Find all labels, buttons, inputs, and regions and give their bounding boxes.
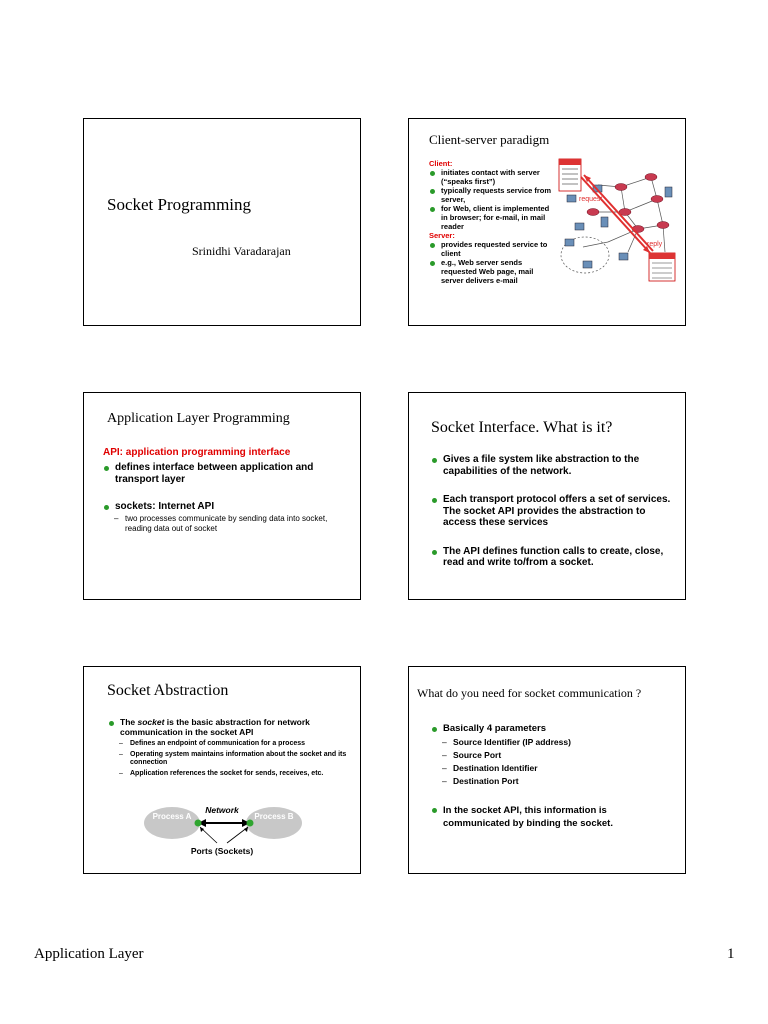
- slide-title: Application Layer Programming: [107, 411, 290, 426]
- list-item: initiates contact with server (“speaks first”): [429, 168, 557, 186]
- slide-title: Socket Abstraction: [107, 682, 229, 699]
- request-label: request: [579, 196, 603, 203]
- list-item: e.g., Web server sends requested Web page, mail server delivers e-mail: [429, 258, 557, 285]
- sub-item: – Destination Port: [442, 775, 676, 788]
- footer-label: Application Layer: [34, 946, 144, 962]
- slide-socket-abstraction: [83, 666, 361, 874]
- list-item: In the socket API, this information is communicated by binding the socket.: [431, 804, 676, 830]
- sub-item: – Source Identifier (IP address): [442, 736, 676, 749]
- slide-client-server: [408, 118, 686, 326]
- slide-body: [429, 159, 557, 285]
- bullet-pre: The: [120, 717, 138, 727]
- slide-title: Client-server paradigm: [429, 132, 550, 147]
- list-item: sockets: Internet API: [103, 501, 353, 514]
- sub-item: – Source Port: [442, 749, 676, 762]
- slide-body: [431, 723, 676, 830]
- sub-item: – Operating system maintains information about the socket and its connection: [119, 751, 348, 768]
- network-label: Network: [205, 805, 239, 815]
- list-item: defines interface between application and transport layer: [103, 462, 353, 487]
- list-item: The API defines function calls to create, close, read and write to/from a socket.: [431, 546, 671, 569]
- slide-title: What do you need for socket communication ?: [417, 686, 642, 700]
- ports-label: Ports (Sockets): [190, 846, 254, 856]
- server-label: Server:: [429, 231, 455, 240]
- network-diagram: [553, 157, 681, 287]
- list-item: [108, 717, 348, 737]
- socket-diagram: [142, 801, 312, 861]
- process-b-label: Process B: [254, 812, 294, 821]
- list-item: provides requested service to client: [429, 240, 557, 258]
- list-item: typically requests service from server,: [429, 186, 557, 204]
- slide-title: Socket Programming: [107, 195, 252, 214]
- page-number: 1: [727, 946, 735, 962]
- slide-socket-programming: [83, 118, 361, 326]
- reply-label: reply: [647, 241, 663, 248]
- slide-body: [103, 447, 353, 534]
- socket-emphasis: socket: [137, 717, 165, 727]
- slide-body: [431, 454, 671, 569]
- list-item: Basically 4 parameters: [431, 723, 676, 735]
- list-item: for Web, client is implemented in browser; for e-mail, in mail reader: [429, 204, 557, 231]
- slide-socket-interface: [408, 392, 686, 600]
- list-item: Each transport protocol offers a set of services. The socket API provides the abstraction to access these services: [431, 494, 671, 529]
- client-label: Client:: [429, 159, 453, 168]
- slide-body: [108, 717, 348, 778]
- slide-author: Srinidhi Varadarajan: [192, 244, 291, 258]
- api-heading: API: application programming interface: [103, 447, 291, 458]
- slide-socket-communication: [408, 666, 686, 874]
- bullet-post: is the basic abstraction for network communication in the socket API: [120, 717, 310, 737]
- slide-application-layer-programming: [83, 392, 361, 600]
- sub-item: – Application references the socket for sends, receives, etc.: [119, 770, 348, 779]
- list-item: Gives a file system like abstraction to the capabilities of the network.: [431, 454, 671, 477]
- sub-item: – Defines an endpoint of communication for a process: [119, 740, 348, 749]
- sub-item: – Destination Identifier: [442, 762, 676, 775]
- slide-title: Socket Interface. What is it?: [431, 419, 613, 436]
- process-a-label: Process A: [152, 812, 192, 821]
- sub-item: – two processes communicate by sending data into socket, reading data out of socket: [114, 514, 353, 534]
